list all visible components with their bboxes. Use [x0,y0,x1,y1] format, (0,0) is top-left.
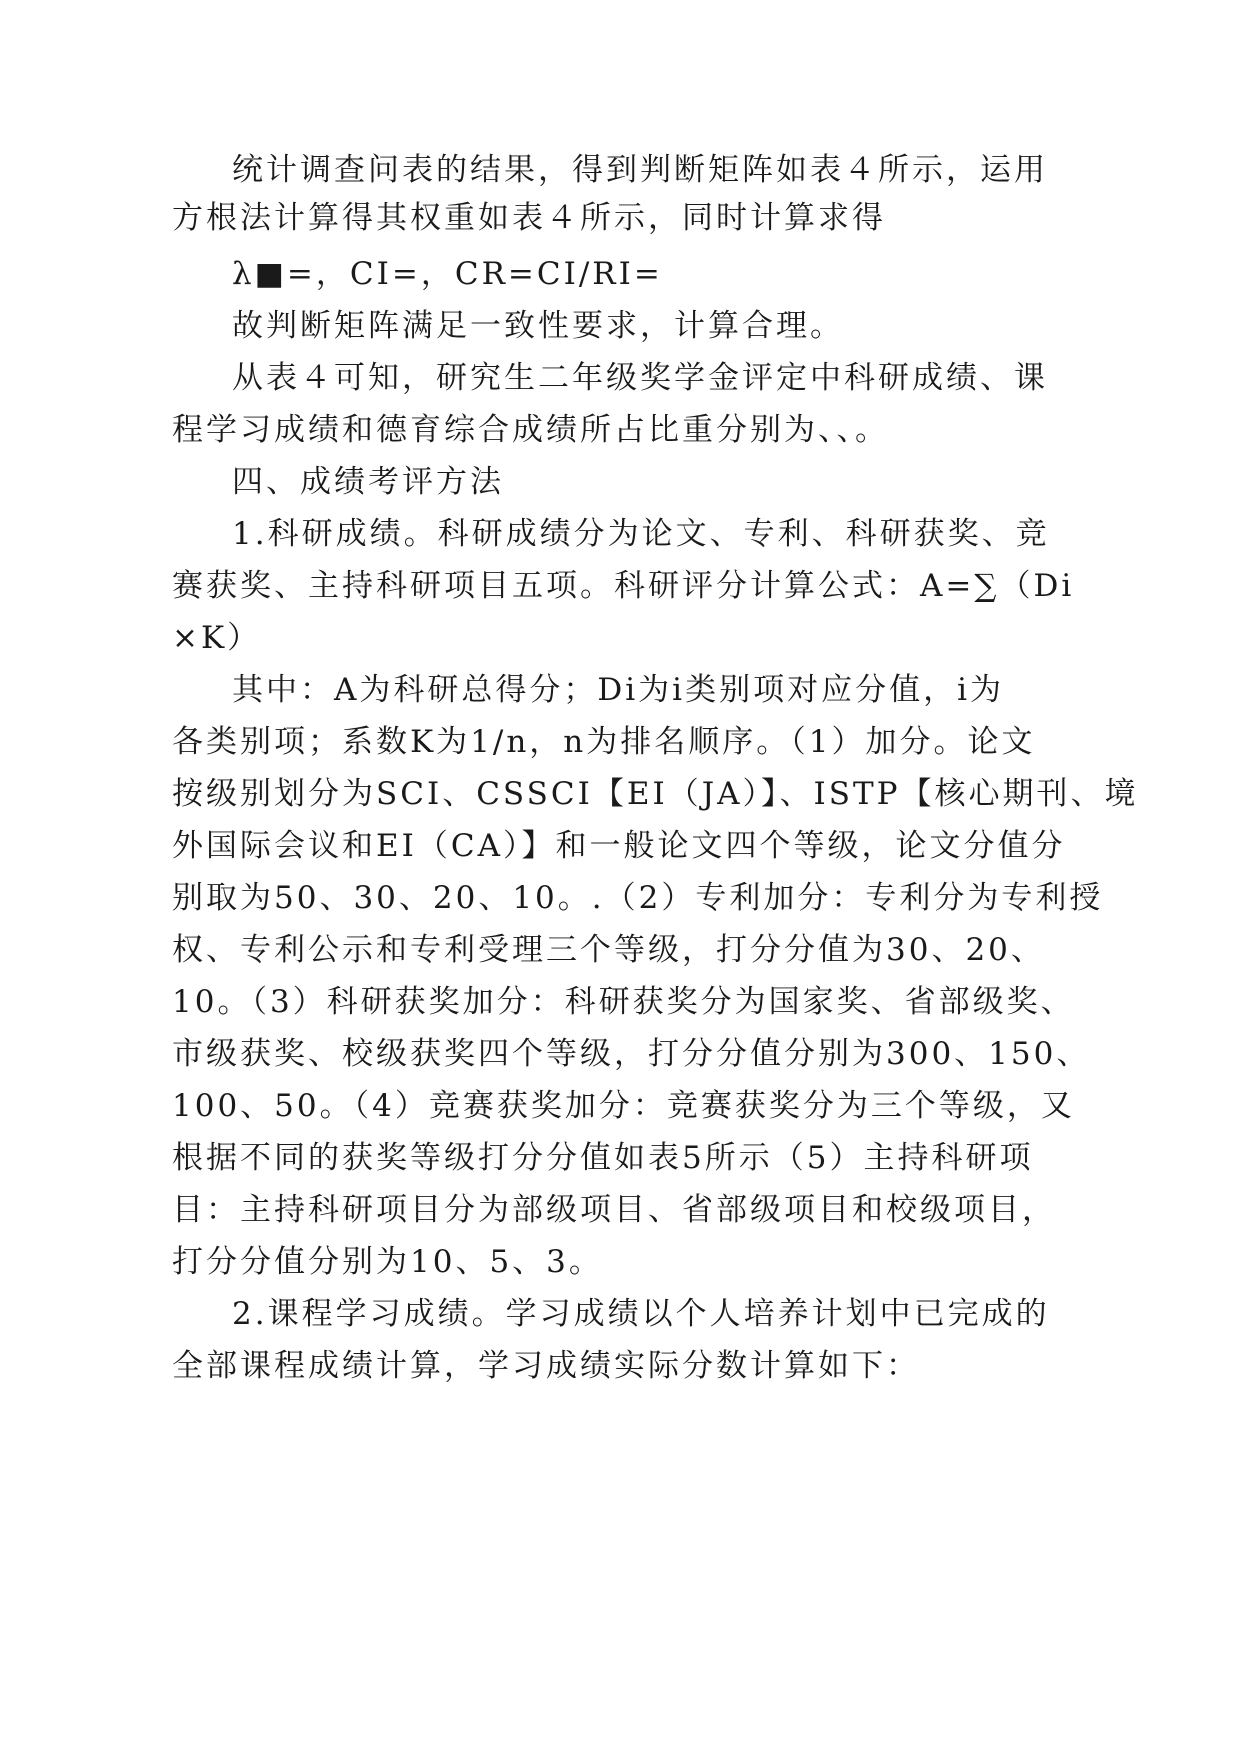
text-line: 程学习成绩和德育综合成绩所占比重分别为、、。 [172,412,889,448]
text-line: 按级别划分为SCI、CSSCI【EI（JA）】、ISTP【核心期刊、境 [172,776,1139,812]
text-line: ×K） [172,620,262,656]
text-line: 打分分值分别为10、5、3。 [172,1244,603,1280]
text-line: 市级获奖、校级获奖四个等级，打分分值分别为300、150、 [172,1036,1091,1072]
text-line: 赛获奖、主持科研项目五项。科研评分计算公式：A=∑（Di [172,568,1075,604]
text-line: 统计调查问表的结果，得到判断矩阵如表４所示，运用 [232,152,1048,188]
text-line: 目：主持科研项目分为部级项目、省部级项目和校级项目， [172,1192,1056,1228]
text-line: 从表４可知，研究生二年级奖学金评定中科研成绩、课 [232,360,1048,396]
text-line: 各类别项；系数K为1/n，n为排名顺序。（1）加分。论文 [172,724,1036,760]
section-heading: 四、成绩考评方法 [232,464,504,500]
text-line: 其中：A为科研总得分；Di为i类别项对应分值，i为 [232,672,1004,708]
text-line: 1.科研成绩。科研成绩分为论文、专利、科研获奖、竞 [232,516,1050,552]
text-line: 权、专利公示和专利受理三个等级，打分分值为30、20、 [172,932,1045,968]
text-line: 100、50。（4）竞赛获奖加分：竞赛获奖分为三个等级，又 [172,1088,1075,1124]
text-line: 外国际会议和EI（CA）】和一般论文四个等级，论文分值分 [172,828,1066,864]
text-line: 2.课程学习成绩。学习成绩以个人培养计划中已完成的 [232,1296,1050,1332]
text-line: 10。（3）科研获奖加分：科研获奖分为国家奖、省部级奖、 [172,984,1075,1020]
text-line: 故判断矩阵满足一致性要求，计算合理。 [232,308,844,344]
text-line: 别取为50、30、20、10。.（2）专利加分：专利分为专利授 [172,880,1104,916]
text-line: 根据不同的获奖等级打分分值如表5所示（5）主持科研项 [172,1140,1034,1176]
text-line: 方根法计算得其权重如表４所示，同时计算求得 [172,200,886,236]
text-line: 全部课程成绩计算，学习成绩实际分数计算如下： [172,1348,920,1384]
text-line: λ■=，CI=，CR=CI/RI= [232,256,663,292]
